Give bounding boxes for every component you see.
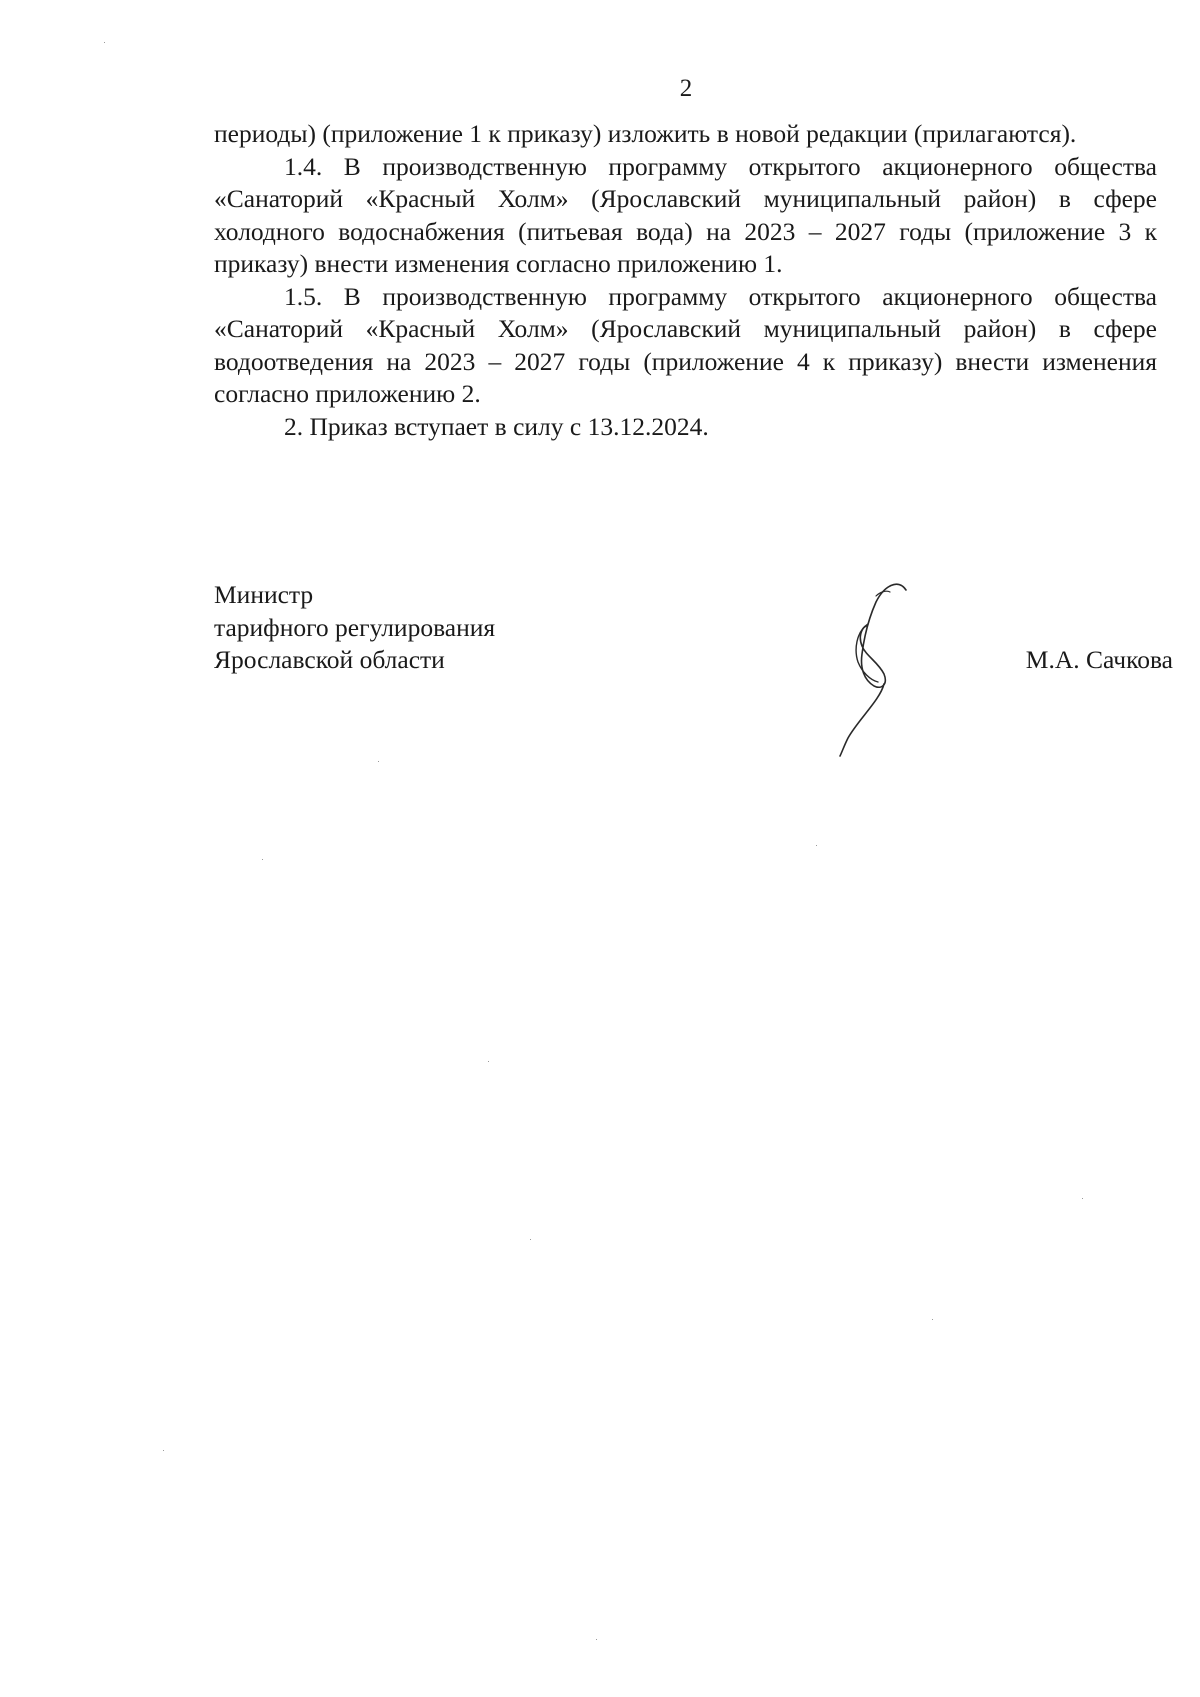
paragraph-2: 2. Приказ вступает в силу с 13.12.2024. (284, 411, 709, 441)
paragraph-1-4: 1.4. В производственную программу открытого акционерного общества «Санаторий «Красный Холм» (Ярославский муниципальный район) в сфере холодного водоснабжения (питьевая вода) на 2023 – 2027 годы (приложение 3 к приказу) внести изменения согласно приложению 1. (214, 151, 1157, 278)
signer-position-line: Министр (214, 580, 314, 609)
scan-speck (932, 1319, 933, 1320)
signer-position-line: тарифного регулирования (214, 612, 496, 642)
handwritten-signature (818, 580, 928, 760)
signer-position (214, 579, 495, 677)
document-body (214, 118, 1157, 443)
scan-speck (816, 845, 817, 846)
scan-speck (1082, 1198, 1083, 1199)
signer-position-line: Ярославской области (214, 645, 445, 674)
paragraph-1-5: 1.5. В производственную программу открытого акционерного общества «Санаторий «Красный Холм» (Ярославский муниципальный район) в сфере водоотведения на 2023 – 2027 годы (приложение 4 к приказу) внести изменения согласно приложению 2. (214, 281, 1157, 408)
scan-speck (104, 42, 105, 43)
page-number: 2 (679, 75, 693, 102)
scan-speck (530, 1239, 531, 1240)
scan-speck (262, 859, 263, 860)
scan-speck (488, 1061, 489, 1062)
scan-speck (163, 1450, 164, 1451)
signer-name: М.А. Сачкова (1025, 645, 1173, 674)
scan-speck (378, 761, 379, 762)
scan-speck (596, 1639, 597, 1640)
paragraph-continuation: периоды) (приложение 1 к приказу) изложить в новой редакции (прилагаются). (214, 119, 1077, 148)
